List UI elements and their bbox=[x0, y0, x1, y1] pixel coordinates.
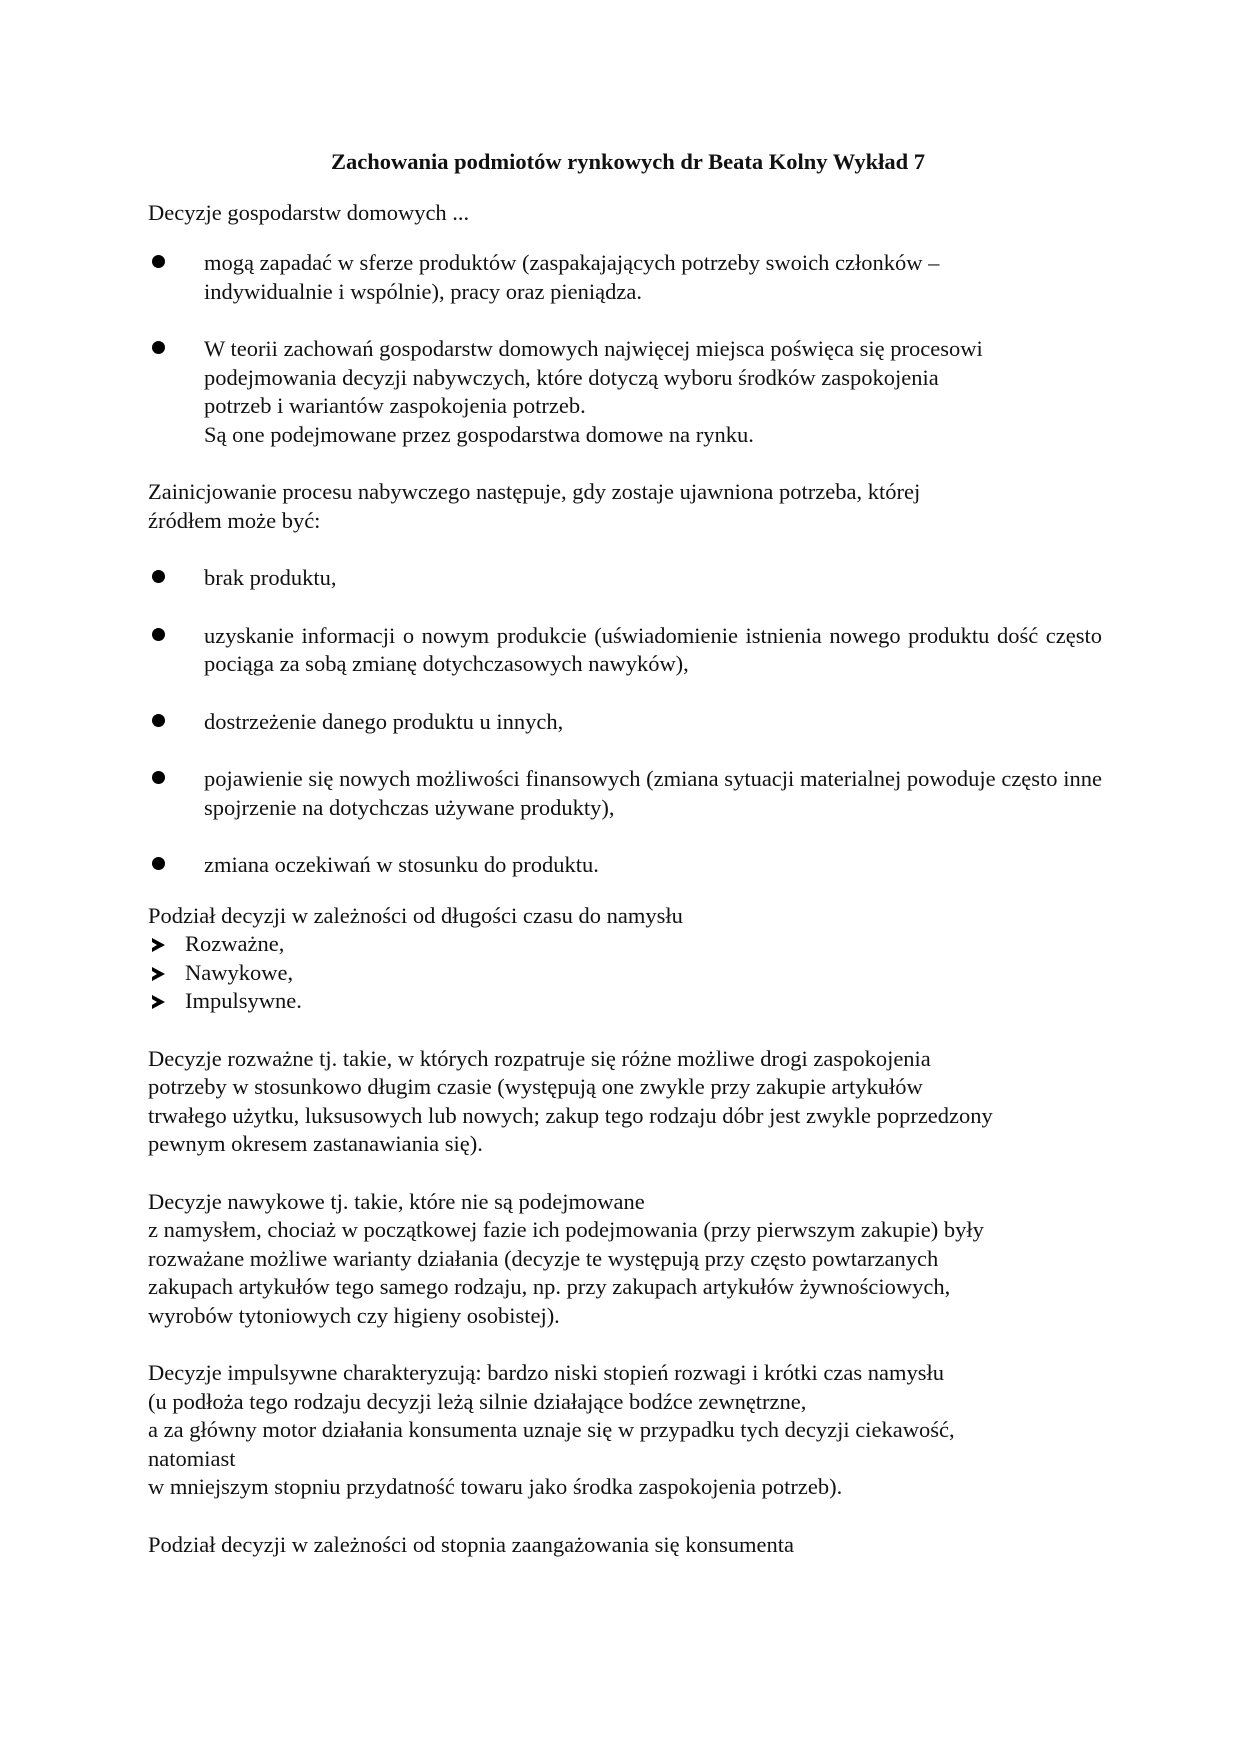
paragraph-line: rozważane możliwe warianty działania (decyzje te występują przy często powtarzanych bbox=[148, 1245, 939, 1271]
paragraph-line: źródłem może być: bbox=[148, 507, 321, 533]
list-item bbox=[148, 930, 1102, 959]
paragraph-line: Decyzje rozważne tj. takie, w których rozpatruje się różne możliwe drogi zaspokojenia bbox=[148, 1045, 931, 1071]
paragraph-line: pewnym okresem zastanawiania się). bbox=[148, 1131, 483, 1156]
division-involvement-heading: Podział decyzji w zależności od stopnia zaangażowania się konsumenta bbox=[148, 1531, 795, 1557]
paragraph-line: wyrobów tytoniowych czy higieny osobistej). bbox=[148, 1302, 560, 1328]
list-item-text: Rozważne, bbox=[185, 931, 285, 956]
bullet-list-need-sources bbox=[148, 564, 1102, 880]
intro-text: Decyzje gospodarstw domowych ... bbox=[148, 199, 470, 225]
bullet-icon bbox=[152, 857, 165, 870]
arrow-bullet-icon bbox=[152, 995, 165, 1009]
list-item-text: zmiana oczekiwań w stosunku do produktu. bbox=[204, 852, 599, 877]
paragraph-line: Decyzje impulsywne charakteryzują: bardzo niski stopień rozwagi i krótki czas namysłu bbox=[148, 1360, 944, 1385]
paragraph-line: Zainicjowanie procesu nabywczego następuje, gdy zostaje ujawniona potrzeba, której bbox=[148, 479, 921, 504]
paragraph-line: w mniejszym stopniu przydatność towaru jako środka zaspokojenia potrzeb). bbox=[148, 1474, 843, 1499]
paragraph-line: zakupach artykułów tego samego rodzaju, np. przy zakupach artykułów żywnościowych, bbox=[148, 1274, 951, 1299]
list-item-line: potrzeb i wariantów zaspokojenia potrzeb. bbox=[204, 393, 586, 418]
list-item-text: brak produktu, bbox=[204, 565, 337, 590]
initiation-paragraph bbox=[148, 478, 1102, 535]
list-item bbox=[148, 851, 1102, 880]
habitual-decisions-paragraph bbox=[148, 1188, 1102, 1331]
list-item bbox=[148, 249, 1102, 306]
list-item bbox=[148, 335, 1102, 449]
list-item-line: podejmowania decyzji nabywczych, które dotyczą wyboru środków zaspokojenia bbox=[204, 364, 939, 390]
list-item-text: Impulsywne. bbox=[185, 988, 302, 1013]
arrow-bullet-icon bbox=[152, 967, 165, 981]
bullet-icon bbox=[152, 341, 165, 354]
paragraph-line: potrzeby w stosunkowo długim czasie (występują one zwykle przy zakupie artykułów bbox=[148, 1074, 923, 1099]
paragraph-line: (u podłoża tego rodzaju decyzji leżą silnie działające bodźce zewnętrzne, bbox=[148, 1388, 807, 1414]
division-time-section bbox=[148, 902, 1102, 1016]
list-item-line: Są one podejmowane przez gospodarstwa domowe na rynku. bbox=[204, 421, 754, 447]
bullet-icon bbox=[152, 714, 165, 727]
arrow-list bbox=[148, 930, 1102, 1016]
impulsive-decisions-paragraph bbox=[148, 1359, 1102, 1502]
arrow-bullet-icon bbox=[152, 938, 165, 952]
list-item-text: pojawienie się nowych możliwości finansowych (zmiana sytuacji materialnej powoduje często inne spojrzenie na dotychczas używane produkty), bbox=[204, 766, 1102, 820]
paragraph-line: Decyzje nawykowe tj. takie, które nie są podejmowane bbox=[148, 1188, 645, 1214]
list-item bbox=[148, 765, 1102, 822]
page-title: Zachowania podmiotów rynkowych dr Beata Kolny Wykład 7 bbox=[330, 149, 926, 174]
list-item bbox=[148, 564, 1102, 593]
list-item-text: uzyskanie informacji o nowym produkcie (uświadomienie istnienia nowego produktu dość często pociąga za sobą zmianę dotychczasowych nawyków), bbox=[204, 622, 1102, 676]
list-item bbox=[148, 708, 1102, 737]
bullet-list-household bbox=[148, 249, 1102, 449]
paragraph-line: natomiast bbox=[148, 1445, 236, 1471]
list-item bbox=[148, 987, 1102, 1016]
considered-decisions-paragraph bbox=[148, 1045, 1102, 1159]
paragraph-line: a za główny motor działania konsumenta uznaje się w przypadku tych decyzji ciekawość, bbox=[148, 1417, 955, 1442]
bullet-icon bbox=[152, 255, 165, 268]
list-item-line: mogą zapadać w sferze produktów (zaspakajających potrzeby swoich członków – bbox=[204, 250, 940, 275]
bullet-icon bbox=[152, 628, 165, 641]
section-heading: Podział decyzji w zależności od długości czasu do namysłu bbox=[148, 902, 683, 928]
paragraph-line: trwałego użytku, luksusowych lub nowych; zakup tego rodzaju dóbr jest zwykle poprzedzony bbox=[148, 1102, 993, 1128]
list-item-text: dostrzeżenie danego produktu u innych, bbox=[204, 708, 564, 734]
bullet-icon bbox=[152, 570, 165, 583]
list-item bbox=[148, 959, 1102, 988]
list-item-line: W teorii zachowań gospodarstw domowych najwięcej miejsca poświęca się procesowi bbox=[204, 336, 983, 361]
bullet-icon bbox=[152, 771, 165, 784]
list-item bbox=[148, 622, 1102, 679]
paragraph-line: z namysłem, chociaż w początkowej fazie ich podejmowania (przy pierwszym zakupie) były bbox=[148, 1217, 984, 1242]
list-item-line: indywidualnie i wspólnie), pracy oraz pieniądza. bbox=[204, 278, 642, 304]
list-item-text: Nawykowe, bbox=[185, 959, 294, 985]
